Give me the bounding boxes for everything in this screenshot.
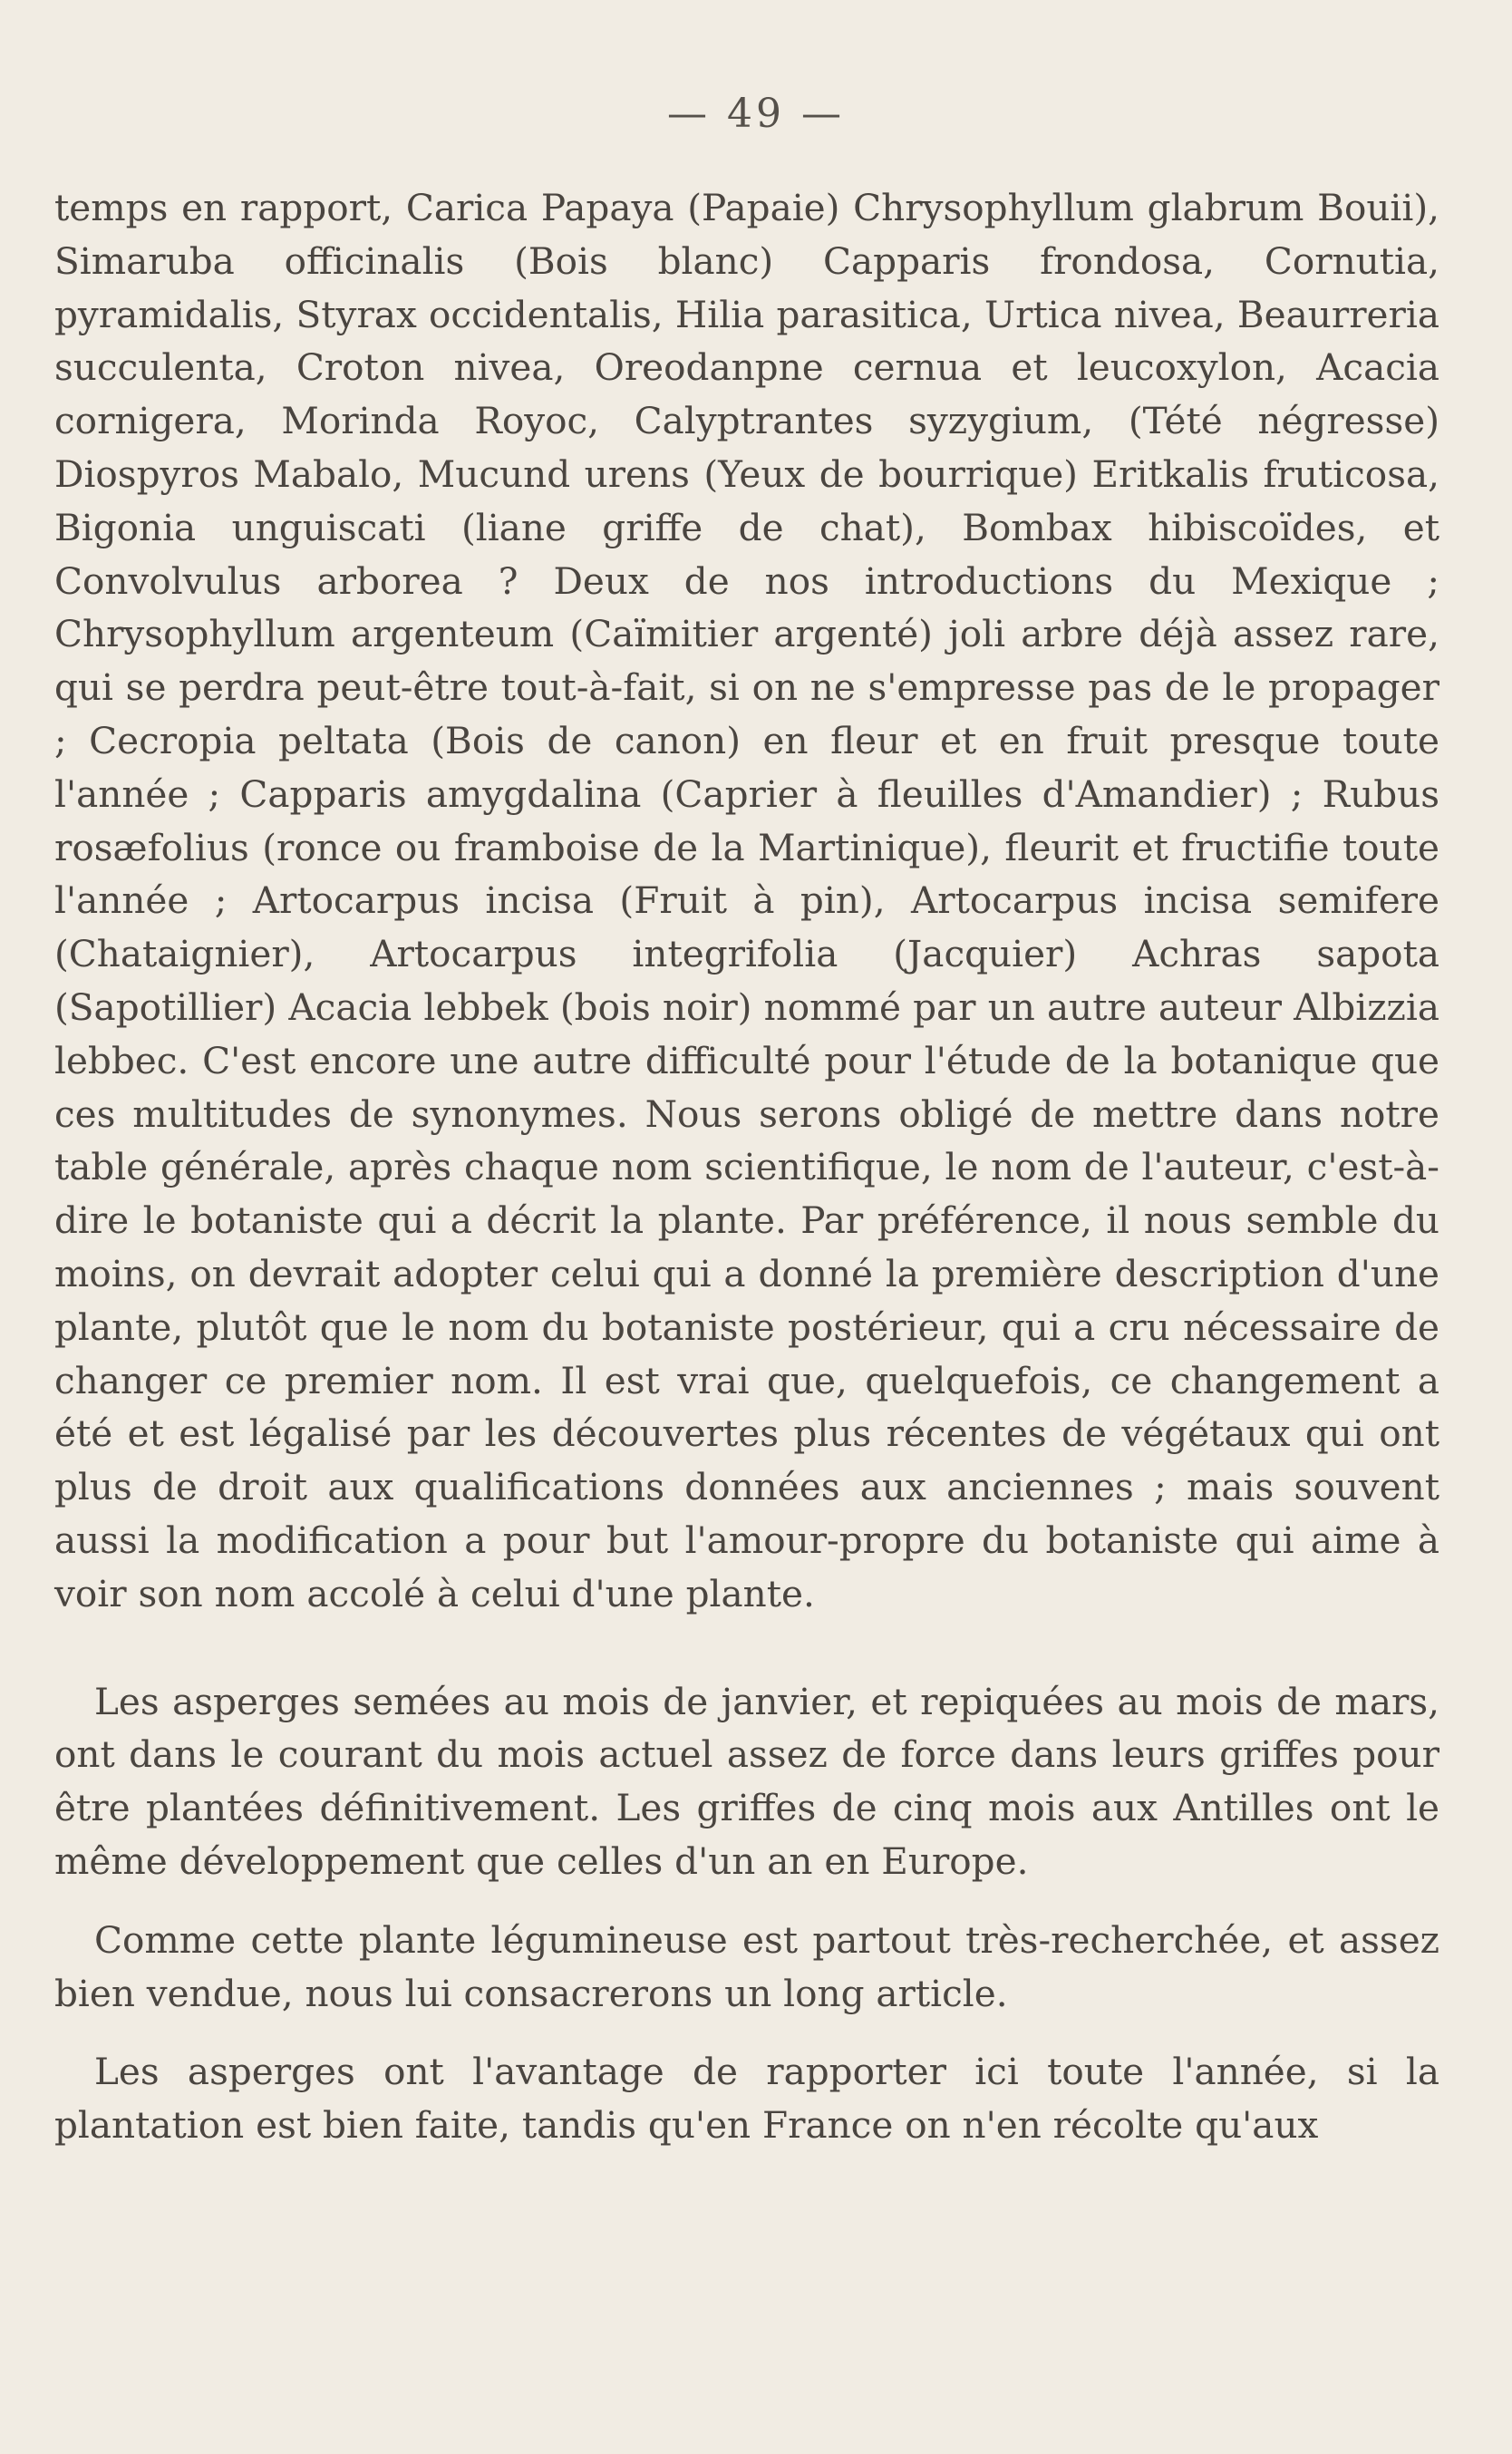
body-text [54,181,1439,2152]
paragraph-asperges-intro: Comme cette plante légumineuse est partout très-recherchée, et assez bien vendue, nous lui consacrerons un long article. [54,1917,1439,2015]
paragraph-asperges-planting: Les asperges semées au mois de janvier, et repiquées au mois de mars, ont dans le courant du mois actuel assez de force dans leurs griffes pour être plantées définitivement. Les griffes de cinq mois aux Antilles ont le même développement que celles d'un an en Europe. [54,1679,1439,1883]
paragraph-asperges-harvest: Les asperges ont l'avantage de rapporter ici toute l'année, si la plantation est bien faite, tandis qu'en France on n'en récolte qu'aux [54,2050,1439,2148]
page-number: — 49 — [667,91,845,137]
paragraph-plant-list: temps en rapport, Carica Papaya (Papaie) Chrysophyllum glabrum Bouii), Simaruba officinalis (Bois blanc) Capparis frondosa, Cornutia, pyramidalis, Styrax occidentalis, Hilia parasitica, Urtica nivea, Beaurreria succulenta, Croton nivea, Oreodanpne cernua et leucoxylon, Acacia cornigera, Morinda Royoc, Calyptrantes syzygium, (Tété négresse) Diospyros Mabalo, Mucund urens (Yeux de bourrique) Eritkalis fruticosa, Bigonia unguiscati (liane griffe de chat), Bombax hibiscoïdes, et Convolvulus arborea ? Deux de nos introductions du Mexique ; Chrysophyllum argenteum (Caïmitier argenté) joli arbre déjà assez rare, qui se perdra peut-être tout-à-fait, si on ne s'empresse pas de le propager ; Cecropia peltata (Bois de canon) en fleur et en fruit presque toute l'année ; Capparis amygdalina (Caprier à fleuilles d'Amandier) ; Rubus rosæfolius (ronce ou framboise de la Martinique), fleurit et fructifie toute l'année ; Artocarpus incisa (Fruit à pin), Artocarpus incisa semifere (Chataignier), Artocarpus integrifolia (Jacquier) Achras sapota (Sapotillier) Acacia lebbek (bois noir) nommé par un autre auteur Albizzia lebbec. C'est encore une autre difficulté pour l'étude de la botanique que ces multitudes de synonymes. Nous serons obligé de mettre dans notre table générale, après chaque nom scientifique, le nom de l'auteur, c'est-à-dire le botaniste qui a décrit la plante. Par préférence, il nous semble du moins, on devrait adopter celui qui a donné la première description d'une plante, plutôt que le nom du botaniste postérieur, qui a cru nécessaire de changer ce premier nom. Il est vrai que, quelquefois, ce changement a été et est légalisé par les découvertes plus récentes de végétaux qui ont plus de droit aux qualifications données aux anciennes ; mais souvent aussi la modification a pour but l'amour-propre du botaniste qui aime à voir son nom accolé à celui d'une plante. [54,186,1439,1615]
